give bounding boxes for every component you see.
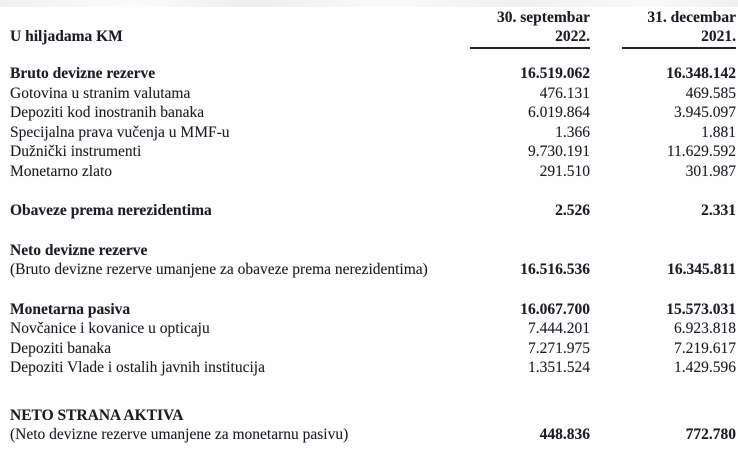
section-gap (10, 280, 736, 300)
table-row (10, 103, 736, 123)
row-value-2021: 7.219.617 (674, 339, 736, 357)
row-value-2022: 16.519.062 (520, 65, 590, 82)
section-gap (10, 378, 736, 406)
row-value-2021: 6.923.818 (674, 320, 736, 337)
row-value-2022: 2.526 (555, 202, 590, 219)
table-header (10, 8, 736, 49)
row-value-2022: 1.366 (555, 123, 590, 141)
row-label: Gotovina u stranim valutama (10, 84, 191, 102)
section-gap (10, 181, 736, 201)
table-row (10, 201, 736, 221)
table-row (10, 142, 736, 162)
row-label: Depoziti Vlade i ostalih javnih institucija (10, 359, 265, 376)
column-header-2021-year: 2021. (701, 28, 736, 45)
row-label: Monetarna pasiva (10, 300, 131, 318)
row-label: Neto devizne rezerve (10, 241, 148, 259)
unit-label: U hiljadama KM (10, 28, 123, 45)
row-value-2021: 3.945.097 (674, 104, 736, 121)
header-body-gap (10, 49, 736, 64)
row-label: Monetarno zlato (10, 162, 113, 180)
row-value-2022: 7.444.201 (528, 320, 590, 337)
table-row (10, 123, 736, 143)
scan-artifact (0, 0, 738, 7)
row-value-2021: 469.585 (685, 84, 736, 102)
column-header-2021 (622, 8, 736, 49)
row-value-2021: 2.331 (701, 202, 736, 219)
table-row (10, 300, 736, 320)
row-value-2022: 1.351.524 (528, 359, 590, 376)
row-value-2021: 16.348.142 (666, 65, 736, 82)
table-row (10, 84, 736, 104)
row-value-2022: 448.836 (539, 426, 590, 443)
row-value-2021: 301.987 (685, 162, 736, 180)
row-value-2022: 476.131 (539, 84, 590, 102)
table-row (10, 319, 736, 339)
table-row (10, 358, 736, 378)
row-value-2022: 6.019.864 (528, 104, 590, 121)
row-label: Depoziti kod inostranih banaka (10, 104, 205, 121)
table-row (10, 162, 736, 182)
row-sublabel: (Neto devizne rezerve umanjene za monetarnu pasivu) (10, 426, 349, 443)
row-label: Dužnički instrumenti (10, 143, 142, 160)
row-value-2021: 1.429.596 (674, 359, 736, 376)
row-value-2021: 1.881 (701, 123, 736, 141)
row-label: NETO STRANA AKTIVA (10, 406, 184, 424)
row-label: Bruto devizne rezerve (10, 65, 156, 82)
row-value-2021: 16.345.811 (667, 261, 736, 278)
row-label: Novčanice i kovanice u opticaju (10, 320, 210, 337)
row-value-2021: 772.780 (685, 426, 736, 443)
row-label: Specijalna prava vučenja u MMF-u (10, 123, 230, 141)
table-row (10, 260, 736, 280)
row-value-2022: 16.516.536 (520, 261, 590, 278)
row-label: Depoziti banaka (10, 339, 112, 357)
row-value-2021: 11.629.592 (666, 143, 736, 160)
table-row (10, 425, 736, 445)
column-header-2022-date: 30. septembar (497, 9, 590, 26)
row-value-2021: 15.573.031 (666, 300, 736, 318)
table-row (10, 406, 736, 426)
column-header-2022 (470, 8, 590, 49)
row-value-2022: 16.067.700 (520, 300, 590, 318)
row-sublabel: (Bruto devizne rezerve umanjene za obaveze prema nerezidentima) (10, 261, 428, 278)
table-row (10, 339, 736, 359)
row-value-2022: 9.730.191 (528, 143, 590, 160)
row-label: Obaveze prema nerezidentima (10, 202, 212, 219)
column-header-2022-year: 2022. (555, 28, 590, 45)
row-value-2022: 291.510 (539, 162, 590, 180)
row-value-2022: 7.271.975 (528, 339, 590, 357)
table-row (10, 64, 736, 84)
section-gap (10, 221, 736, 241)
table-row (10, 241, 736, 261)
column-header-2021-date: 31. decembar (647, 9, 736, 26)
